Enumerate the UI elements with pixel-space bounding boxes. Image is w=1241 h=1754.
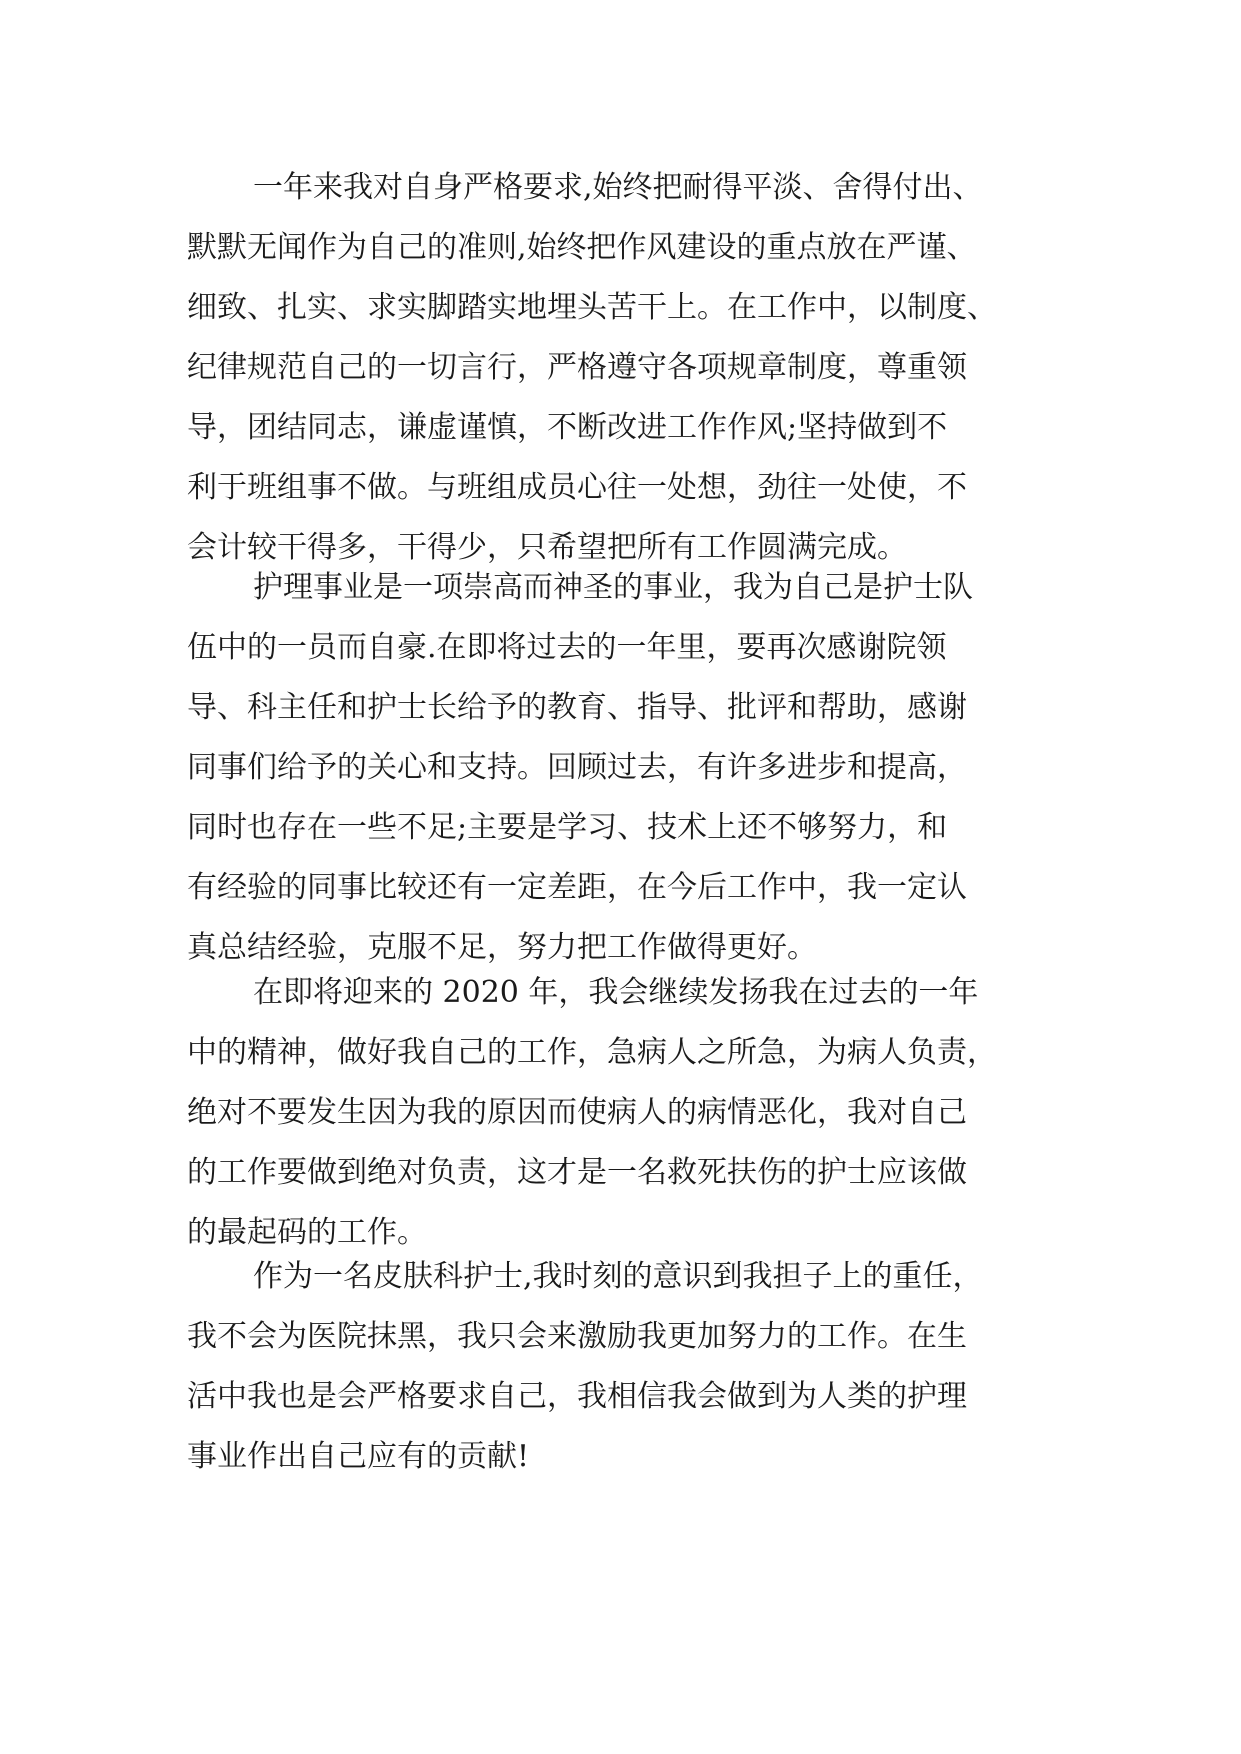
paragraph-nursing-career [187,558,973,978]
paragraph-self-discipline [187,158,997,578]
text-line: 活中我也是会严格要求自己，我相信我会做到为人类的护理 [187,1379,967,1414]
text-line: 我不会为医院抹黑，我只会来激励我更加努力的工作。在生 [187,1319,967,1354]
text-line: 护理事业是一项崇高而神圣的事业，我为自己是护士队 [253,570,973,605]
text-line: 真总结经验，克服不足，努力把工作做得更好。 [187,930,817,965]
text-line: 作为一名皮肤科护士,我时刻的意识到我担子上的重任， [253,1259,983,1294]
text-line: 会计较干得多，干得少，只希望把所有工作圆满完成。 [187,530,907,565]
text-line: 利于班组事不做。与班组成员心往一处想，劲往一处使，不 [187,470,967,505]
text-line: 一年来我对自身严格要求,始终把耐得平淡、舍得付出、 [253,170,983,205]
text-line: 细致、扎实、求实脚踏实地埋头苦干上。在工作中，以制度、 [187,290,997,325]
text-line: 中的精神，做好我自己的工作，急病人之所急，为病人负责， [187,1035,997,1070]
text-line: 同事们给予的关心和支持。回顾过去，有许多进步和提高， [187,750,967,785]
text-line: 在即将迎来的 2020 年，我会继续发扬我在过去的一年 [253,975,979,1010]
text-line: 有经验的同事比较还有一定差距，在今后工作中，我一定认 [187,870,967,905]
text-line: 的最起码的工作。 [187,1215,427,1250]
text-line: 默默无闻作为自己的准则,始终把作风建设的重点放在严谨、 [187,230,977,265]
text-line: 的工作要做到绝对负责，这才是一名救死扶伤的护士应该做 [187,1155,967,1190]
text-line: 导，团结同志，谦虚谨慎，不断改进工作作风;坚持做到不 [187,410,948,445]
text-line: 绝对不要发生因为我的原因而使病人的病情恶化，我对自己 [187,1095,967,1130]
text-line: 伍中的一员而自豪.在即将过去的一年里，要再次感谢院领 [187,630,947,665]
paragraph-dermatology-nurse [187,1247,983,1487]
paragraph-new-year [187,963,997,1263]
text-line: 纪律规范自己的一切言行，严格遵守各项规章制度，尊重领 [187,350,967,385]
text-line: 同时也存在一些不足;主要是学习、技术上还不够努力，和 [187,810,948,845]
text-line: 导、科主任和护士长给予的教育、指导、批评和帮助，感谢 [187,690,967,725]
text-line: 事业作出自己应有的贡献! [187,1439,530,1474]
